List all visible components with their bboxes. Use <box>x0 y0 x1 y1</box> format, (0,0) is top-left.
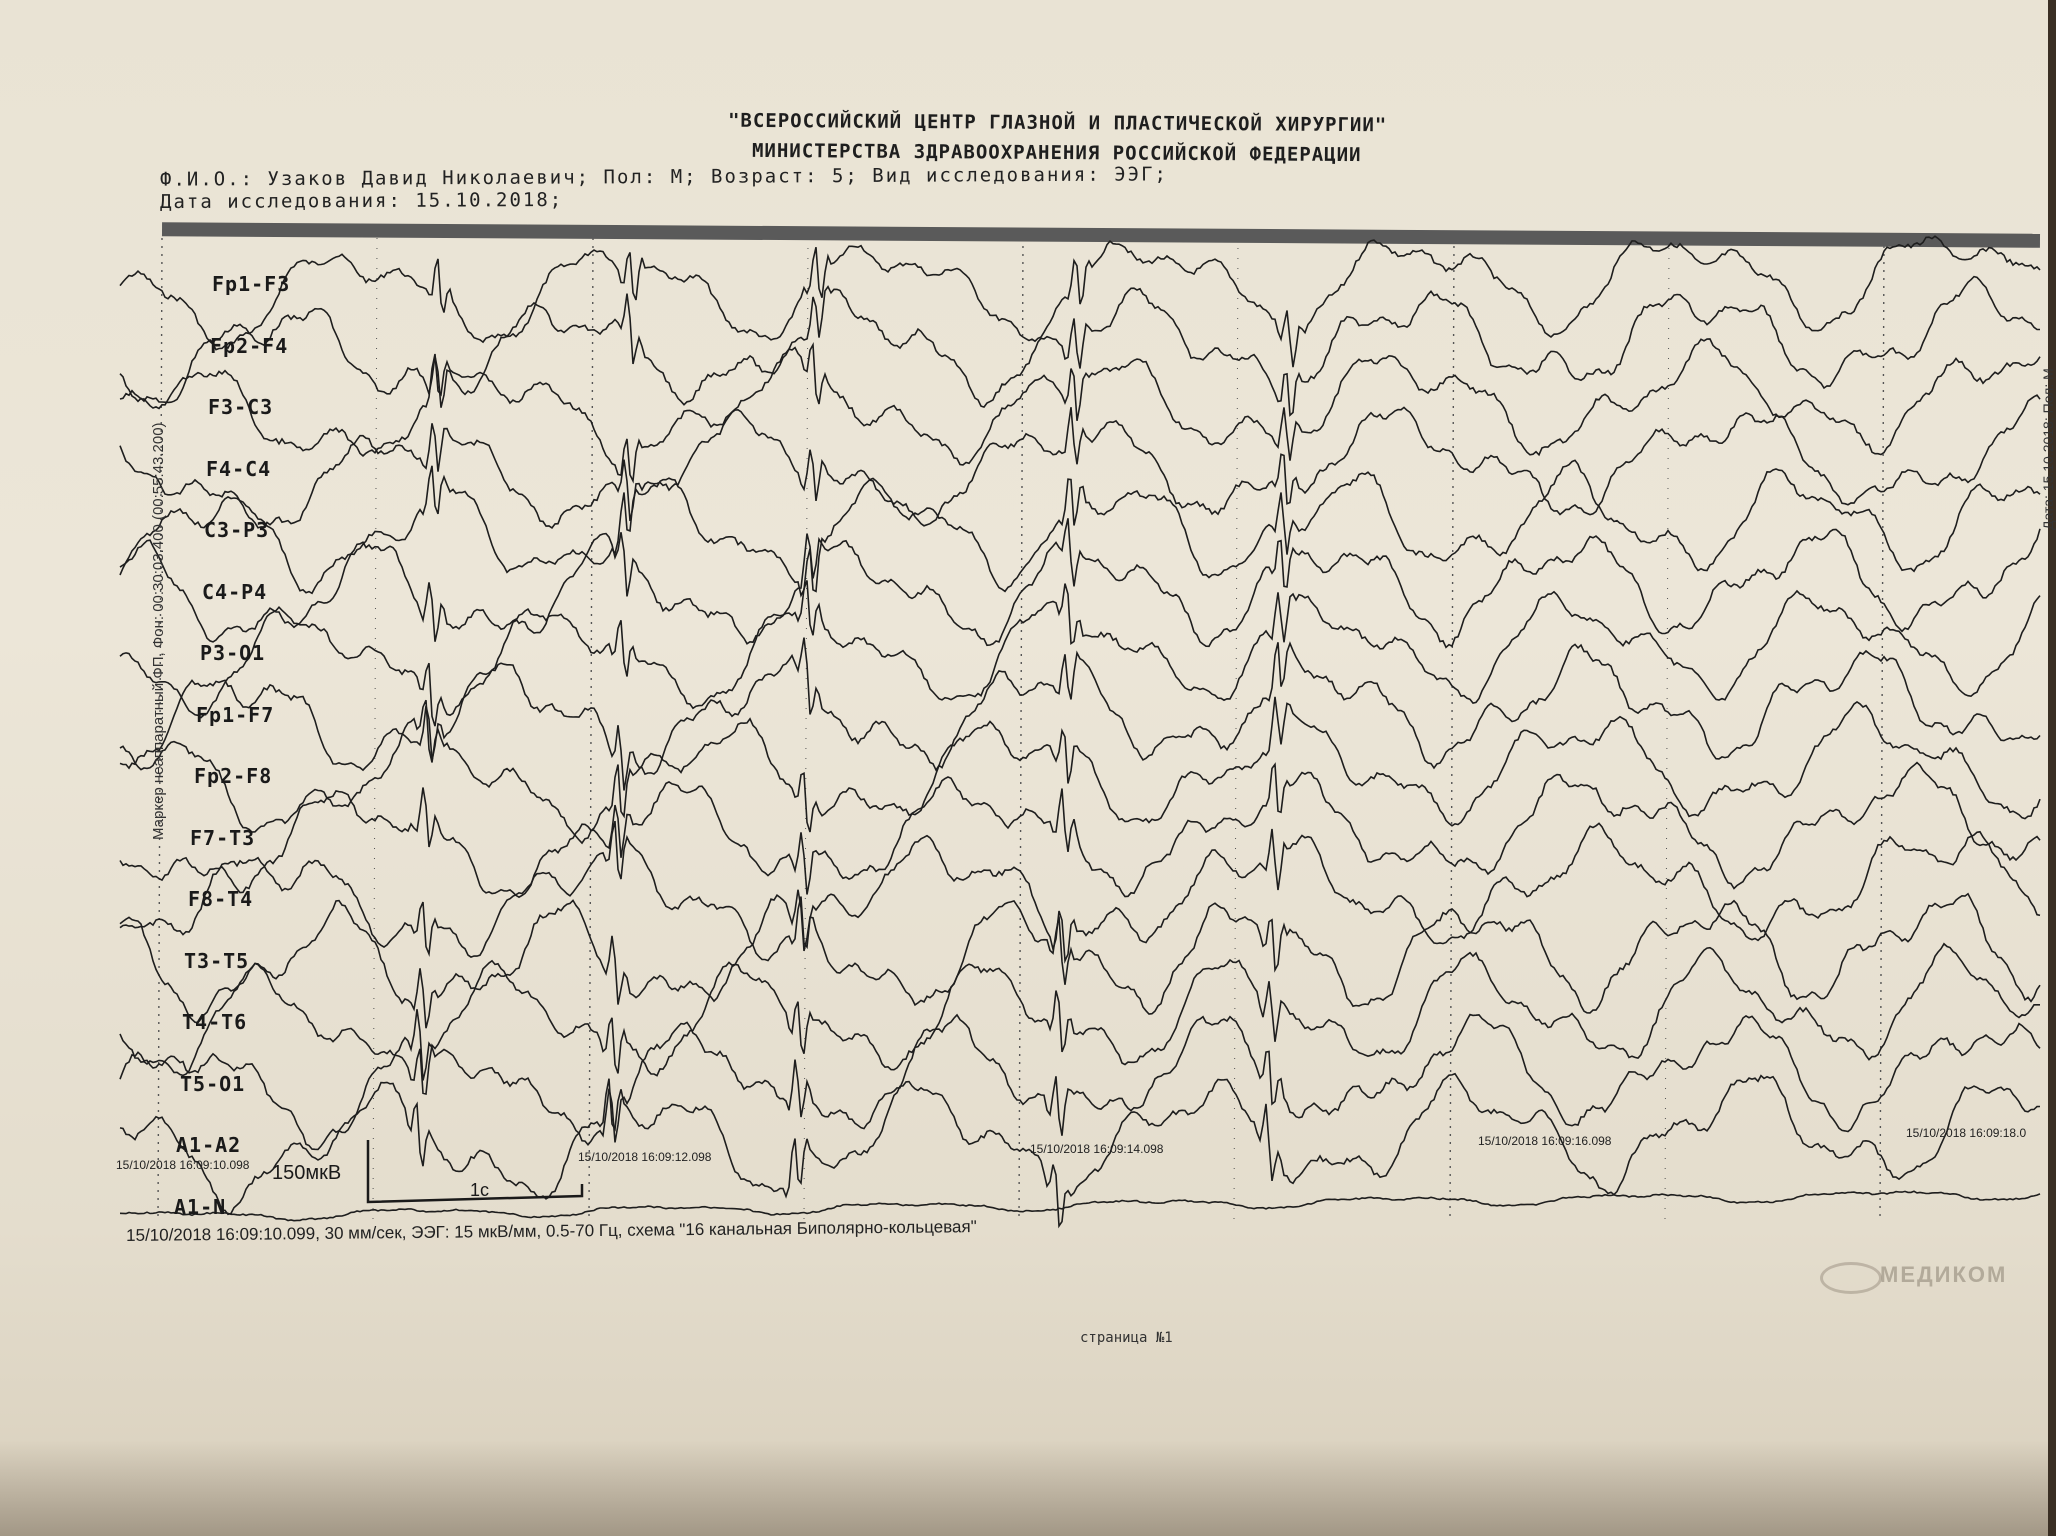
medicom-logo: МЕДИКОМ <box>1880 1262 2008 1287</box>
eeg-trace <box>120 580 2040 726</box>
eeg-trace <box>120 944 2040 1094</box>
eeg-trace <box>120 236 2040 367</box>
channel-label: Fp2-F8 <box>194 764 273 788</box>
page-number: страница №1 <box>1080 1330 1173 1346</box>
eeg-trace <box>120 697 2040 843</box>
eeg-trace <box>120 890 2040 1028</box>
eeg-trace <box>120 518 2040 647</box>
time-gridline <box>1019 238 1023 1220</box>
time-gridline <box>1450 238 1454 1220</box>
side-marker-text: Маркер неаппаратный ФП, Фон: 00:30:03.400 (00:55:43.200) <box>150 422 167 840</box>
timestamp-label: 15/10/2018 16:09:12.098 <box>578 1150 712 1164</box>
top-bar <box>162 222 2040 247</box>
channel-label: Fp1-F7 <box>196 702 275 727</box>
timestamp-label: 15/10/2018 16:09:18.0 <box>1906 1126 2027 1140</box>
eeg-trace <box>120 1191 2040 1220</box>
channel-label: F8-T4 <box>188 887 254 911</box>
org-title-line1: "ВСЕРОССИЙСКИЙ ЦЕНТР ГЛАЗНОЙ И ПЛАСТИЧЕСКОЙ ХИРУРГИИ" <box>727 109 1388 137</box>
scale-amplitude-label: 150мкВ <box>272 1162 342 1184</box>
channel-label: F7-T3 <box>190 825 256 850</box>
timestamp-label: 15/10/2018 16:09:14.098 <box>1030 1142 1164 1156</box>
time-gridline <box>589 238 593 1220</box>
time-gridline <box>1880 238 1884 1220</box>
channel-label: P3-O1 <box>200 641 266 665</box>
eeg-trace <box>120 821 2040 961</box>
patient-info: Ф.И.О.: Узаков Давид Николаевич; Пол: М; Возраст: 5; Вид исследования: ЭЭГ; <box>159 163 1168 191</box>
eeg-traces <box>120 236 2040 1226</box>
eeg-trace <box>120 638 2040 791</box>
recording-params: 15/10/2018 16:09:10.099, 30 мм/сек, ЭЭГ: 15 мкВ/мм, 0.5-70 Гц, схема "16 канальная Биполярно-кольцевая" <box>126 1217 977 1245</box>
channel-label: T5-O1 <box>180 1071 246 1096</box>
channel-label: A1-A2 <box>176 1133 242 1157</box>
channel-label: C3-P3 <box>204 518 270 542</box>
time-gridline <box>1234 238 1238 1220</box>
timestamp-label: 15/10/2018 16:09:10.098 <box>116 1158 250 1172</box>
channel-label: A1-N <box>174 1194 227 1219</box>
channel-label: F3-C3 <box>208 395 274 419</box>
study-date: Дата исследования: 15.10.2018; <box>159 188 564 214</box>
logo-ring-icon <box>1820 1262 1882 1294</box>
time-gridline <box>804 238 808 1220</box>
channel-label: T3-T5 <box>184 948 250 973</box>
channel-label: F4-C4 <box>206 456 272 481</box>
scale-time-label: 1с <box>470 1180 490 1200</box>
eeg-trace <box>120 339 2040 481</box>
channel-label: Fp1-F3 <box>212 272 291 296</box>
org-title-line2: МИНИСТЕРСТВА ЗДРАВООХРАНЕНИЯ РОССИЙСКОЙ ФЕДЕРАЦИИ <box>751 139 1362 167</box>
channel-label: Fp2-F4 <box>210 333 289 358</box>
channel-label: T4-T6 <box>182 1010 248 1034</box>
side-right-text: Дата: 15.10.2018; Пол: М <box>2040 368 2056 530</box>
timestamp-label: 15/10/2018 16:09:16.098 <box>1478 1134 1612 1148</box>
channel-label: C4-P4 <box>202 579 268 604</box>
